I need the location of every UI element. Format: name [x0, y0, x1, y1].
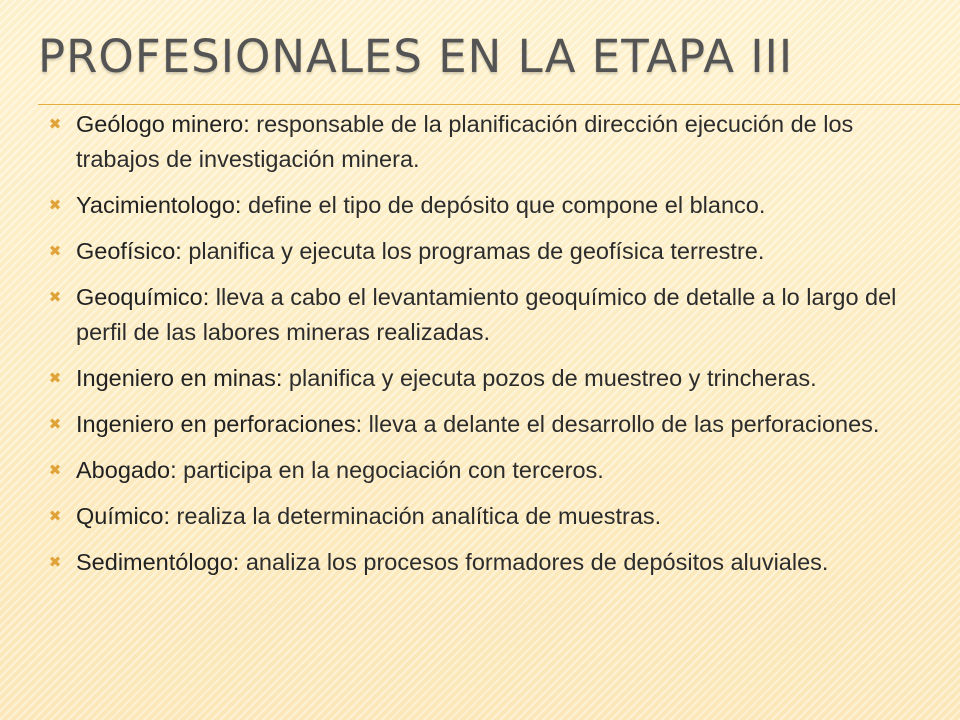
- bullet-term: Geoquímico:: [76, 284, 210, 310]
- x-mark-icon: ✖: [48, 369, 62, 387]
- bullet-text: realiza la determinación analítica de muestras.: [170, 503, 662, 529]
- bullet-term: Geólogo minero:: [76, 111, 250, 137]
- bullet-text: participa en la negociación con terceros.: [176, 457, 604, 483]
- bullet-text: : lleva a delante el desarrollo de las perforaciones.: [355, 411, 880, 437]
- x-mark-icon: ✖: [48, 553, 62, 571]
- x-mark-icon: ✖: [48, 507, 62, 525]
- list-item: [44, 407, 924, 442]
- bullet-term: Yacimientologo:: [76, 192, 242, 218]
- bullet-term: Ingeniero en perforaciones: [76, 411, 356, 437]
- x-mark-icon: ✖: [48, 288, 62, 306]
- bullet-list: [44, 107, 924, 591]
- bullet-term: Sedimentólogo:: [76, 549, 240, 575]
- bullet-text: planifica y ejecuta los programas de geofísica terrestre.: [181, 238, 765, 264]
- list-item: [44, 545, 924, 580]
- bullet-text: define el tipo de depósito que compone el blanco.: [241, 192, 766, 218]
- x-mark-icon: ✖: [48, 115, 62, 133]
- list-item: [44, 234, 924, 269]
- x-mark-icon: ✖: [48, 196, 62, 214]
- list-item: [44, 188, 924, 223]
- bullet-text: responsable de la planificación dirección ejecución de los trabajos de investigación minera.: [76, 111, 854, 172]
- x-mark-icon: ✖: [48, 242, 62, 260]
- x-mark-icon: ✖: [48, 461, 62, 479]
- list-item: [44, 453, 924, 488]
- x-mark-icon: ✖: [48, 415, 62, 433]
- bullet-term: Geofísico:: [76, 238, 182, 264]
- title-divider: [38, 104, 960, 105]
- bullet-term: Ingeniero en minas:: [76, 365, 283, 391]
- list-item: [44, 499, 924, 534]
- bullet-term: Químico:: [76, 503, 171, 529]
- slide-title: PROFESIONALES EN LA ETAPA III: [38, 30, 794, 83]
- list-item: [44, 280, 924, 350]
- bullet-text: analiza los procesos formadores de depósitos aluviales.: [239, 549, 829, 575]
- bullet-text: lleva a cabo el levantamiento geoquímico de detalle a lo largo del perfil de las labores mineras realizadas.: [76, 284, 897, 345]
- bullet-text: planifica y ejecuta pozos de muestreo y trincheras.: [282, 365, 817, 391]
- list-item: [44, 107, 924, 177]
- list-item: [44, 361, 924, 396]
- bullet-term: Abogado:: [76, 457, 177, 483]
